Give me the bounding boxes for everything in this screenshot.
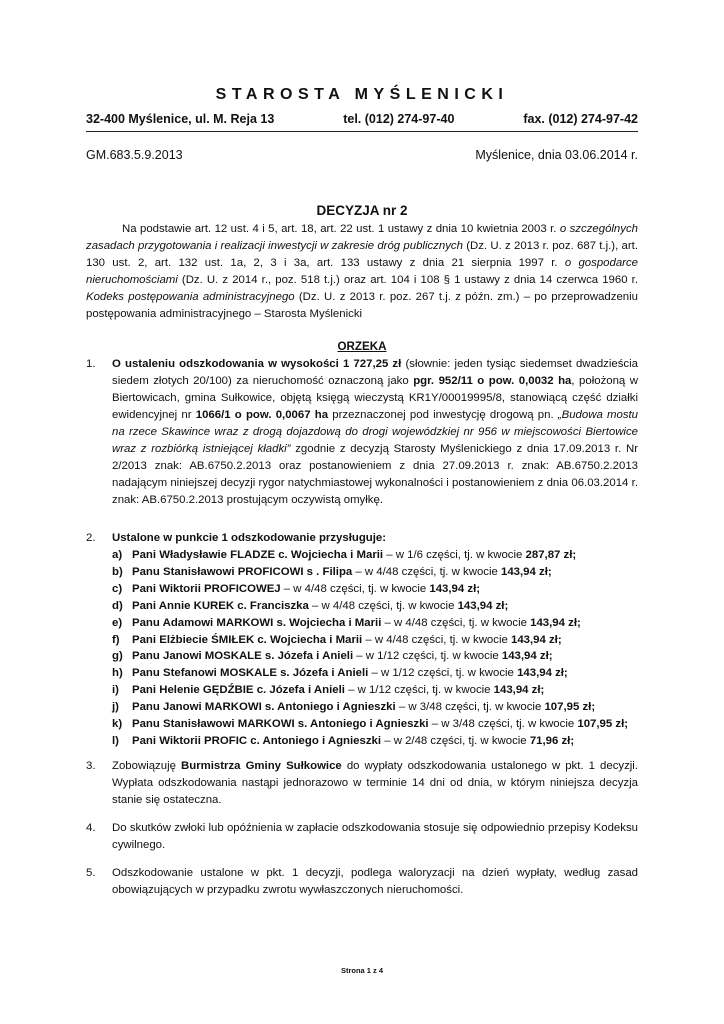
beneficiary-item [112, 547, 638, 564]
beneficiary-letter: e) [112, 616, 123, 629]
beneficiary-share: – w 4/48 części, tj. w kwocie [308, 599, 458, 612]
legal-basis-text: Na podstawie art. 12 ust. 4 i 5, art. 18, art. 22 ust. 1 ustawy z dnia 10 kwietnia 2003 r. [122, 223, 560, 235]
beneficiary-letter: a) [112, 549, 123, 561]
legal-basis-text: (Dz. U. z 2013 r. poz. 687 t.j.), art. 130 ust. 2, art. 132 ust. 1a, 2, 3 i 3a, art. 133 ustawy z dnia 21 sierpnia 1997 r. [86, 240, 638, 269]
beneficiary-share: – w 4/48 części, tj. w kwocie [362, 633, 511, 646]
point-text: Ustalone w punkcie 1 odszkodowanie przysługuje: [112, 532, 387, 544]
beneficiary-letter: b) [112, 565, 123, 578]
beneficiary-letter: f) [112, 633, 120, 646]
beneficiary-share: – w 3/48 części, tj. w kwocie [395, 701, 545, 714]
beneficiary-letter: k) [112, 718, 123, 731]
office-address: 32-400 Myślenice, ul. M. Reja 13 [86, 112, 275, 126]
beneficiary-amount: 143,94 zł; [501, 565, 552, 578]
beneficiary-amount: 143,94 zł; [493, 684, 545, 697]
beneficiaries-list [112, 547, 638, 750]
beneficiary-amount: 143,94 zł; [501, 650, 553, 663]
beneficiary-name: Pani Wiktorii PROFICOWEJ [132, 582, 281, 595]
beneficiary-name: Panu Janowi MARKOWI s. Antoniego i Agnieszki [132, 701, 396, 714]
beneficiary-name: Pani Wiktorii PROFIC c. Antoniego i Agnieszki [132, 734, 382, 747]
point-text [112, 758, 638, 809]
point-text: Odszkodowanie ustalone w pkt. 1 decyzji, podlega waloryzacji na dzień wypłaty, według zasad obowiązujących w przypadku zwrotu wywłaszczonych nieruchomości. [112, 867, 638, 896]
beneficiary-item [112, 716, 638, 733]
payer-name: Burmistrza Gminy Sułkowice [181, 760, 342, 772]
contact-line [86, 112, 638, 126]
decision-title: DECYZJA nr 2 [316, 203, 408, 218]
beneficiary-letter: j) [112, 701, 119, 714]
legal-basis-paragraph [86, 221, 638, 323]
beneficiary-letter: i) [112, 684, 119, 697]
act-title-roads: o szczególnych zasadach przygotowania i realizacji inwestycji w zakresie dróg publicznych [86, 223, 638, 252]
ruling-point-3 [86, 758, 638, 809]
point-number: 4. [86, 822, 96, 834]
beneficiary-amount: 71,96 zł; [529, 734, 575, 747]
beneficiary-item [112, 733, 638, 750]
ruling-point-1 [86, 356, 638, 509]
beneficiary-name: Pani Helenie GĘDŹBIE c. Józefa i Anieli [132, 684, 345, 697]
beneficiary-letter: l) [112, 734, 119, 747]
beneficiary-share: – w 3/48 części, tj. w kwocie [428, 718, 578, 731]
point-number: 2. [86, 532, 96, 544]
beneficiary-item [112, 632, 638, 649]
case-number: GM.683.5.9.2013 [86, 148, 183, 162]
point-number: 3. [86, 760, 96, 772]
beneficiary-item [112, 665, 638, 682]
beneficiary-share: – w 4/48 części, tj. w kwocie [381, 616, 531, 629]
place-date: Myślenice, dnia 03.06.2014 r. [475, 148, 638, 162]
beneficiary-name: Pani Władysławie FLADZE c. Wojciecha i Marii [132, 549, 384, 561]
beneficiary-share: – w 1/6 części, tj. w kwocie [383, 549, 526, 561]
office-fax: fax. (012) 274-97-42 [523, 112, 638, 126]
beneficiary-name: Pani Annie KUREK c. Franciszka [132, 599, 309, 612]
beneficiary-item [112, 581, 638, 598]
beneficiary-share: – w 1/12 części, tj. w kwocie [353, 650, 502, 663]
point-text-part: Zobowiązuję [112, 760, 182, 772]
ruling-point-4 [86, 820, 638, 854]
ruling-point-2 [86, 530, 638, 547]
act-title-property: o gospodarce nieruchomościami [86, 257, 638, 286]
ruling-point-5 [86, 865, 638, 899]
office-title: STAROSTA MYŚLENICKI [215, 86, 509, 103]
point-text: Do skutków zwłoki lub opóźnienia w zapłacie odszkodowania stosuje się odpowiednio przepisy Kodeksu cywilnego. [112, 822, 638, 851]
page-footer: Strona 1 z 4 [340, 966, 384, 975]
beneficiary-name: Panu Stanisławowi MARKOWI s. Antoniego i Agnieszki [132, 718, 429, 731]
beneficiary-item [112, 699, 638, 716]
beneficiary-amount: 107,95 zł; [577, 718, 629, 731]
beneficiary-letter: c) [112, 582, 123, 595]
ruling-heading: ORZEKA [337, 340, 387, 353]
beneficiary-amount: 143,94 zł; [517, 667, 568, 680]
beneficiary-share: – w 1/12 części, tj. w kwocie [344, 684, 494, 697]
beneficiary-letter: g) [112, 650, 123, 663]
beneficiary-letter: d) [112, 599, 123, 612]
beneficiary-amount: 143,94 zł; [429, 582, 481, 595]
beneficiary-item [112, 648, 638, 665]
beneficiary-amount: 143,94 zł; [530, 616, 581, 629]
beneficiary-name: Pani Elżbiecie ŚMIŁEK c. Wojciecha i Marii [132, 633, 363, 646]
beneficiary-item [112, 564, 638, 581]
point-text-part: przeznaczonej pod inwestycję drogową pn. [328, 409, 558, 421]
beneficiary-name: Panu Stefanowi MOSKALE s. Józefa i Anieli [132, 667, 369, 680]
legal-basis-text: (Dz. U. z 2014 r., poz. 518 t.j.) oraz art. 104 i 108 § 1 ustawy z dnia 14 czerwca 1960 r. [177, 274, 638, 286]
plot-id: 1066/1 o pow. 0,0067 ha [195, 409, 329, 421]
act-title-kpa: Kodeks postępowania administracyjnego [86, 291, 295, 303]
beneficiary-name: Panu Stanisławowi PROFICOWI s . Filipa [132, 565, 353, 578]
point-text-part: , położoną w Biertowicach, gmina Sułkowice, objętą księgą wieczystą KR1Y/00019995/8, stanowiącą część działki ewidencyjnej nr [112, 375, 638, 421]
beneficiary-share: – w 2/48 części, tj. w kwocie [381, 734, 530, 747]
reference-line [86, 148, 638, 162]
beneficiary-amount: 107,95 zł; [544, 701, 596, 714]
compensation-amount: O ustaleniu odszkodowania w wysokości 1 727,25 zł [112, 358, 402, 370]
beneficiary-amount: 143,94 zł; [510, 633, 562, 646]
beneficiary-amount: 143,94 zł; [457, 599, 509, 612]
point-text-part: zgodnie z decyzją Starosty Myślenickiego z dnia 17.09.2013 r. Nr 2/2013 znak: AB.6750.2.2013 oraz postanowieniem z dnia 27.09.2013 r. znak: AB.6750.2.2013 nadającym niniejszej decyzji rygor natychmiastowej wykonalności i postanowieniem z dnia 06.03.2014 r. znak: AB.6750.2.2013 prostującym oczywistą omyłkę. [112, 443, 638, 506]
parcel-id: pgr. 952/11 o pow. 0,0032 ha [413, 375, 572, 387]
point-number: 1. [86, 358, 96, 370]
header-divider [86, 131, 638, 132]
beneficiary-item [112, 682, 638, 699]
beneficiary-amount: 287,87 zł; [525, 549, 577, 561]
legal-basis-text: (Dz. U. z 2013 r. poz. 267 t.j. z późn. zm.) – po przeprowadzeniu postępowania administracyjnego – Starosta Myślenicki [86, 291, 638, 320]
point-number: 5. [86, 867, 96, 879]
beneficiary-share: – w 4/48 części, tj. w kwocie [280, 582, 430, 595]
point-text [112, 356, 638, 509]
beneficiary-name: Panu Janowi MOSKALE s. Józefa i Anieli [132, 650, 354, 663]
beneficiary-item [112, 615, 638, 632]
beneficiary-item [112, 598, 638, 615]
beneficiary-letter: h) [112, 667, 123, 680]
beneficiary-name: Panu Adamowi MARKOWI s. Wojciecha i Marii [132, 616, 382, 629]
point-text-part: do wypłaty odszkodowania ustalonego w pkt. 1 decyzji. Wypłata odszkodowania nastąpi jednorazowo w terminie 14 dni od dnia, w którym niniejsza decyzja stanie się ostateczna. [112, 760, 639, 806]
office-phone: tel. (012) 274-97-40 [343, 112, 455, 126]
beneficiary-share: – w 4/48 części, tj. w kwocie [352, 565, 502, 578]
point-text-part: (słownie: jeden tysiąc siedemset dwadzieścia siedem złotych 20/100) za nieruchomość oznaczoną jako [112, 358, 638, 387]
investment-name: „Budowa mostu na rzece Skawince wraz z drogą dojazdową do drogi wojewódzkiej nr 956 w miejscowości Biertowice wraz z rozbiórką istniejącej kładki” [112, 409, 639, 455]
beneficiary-share: – w 1/12 części, tj. w kwocie [368, 667, 518, 680]
